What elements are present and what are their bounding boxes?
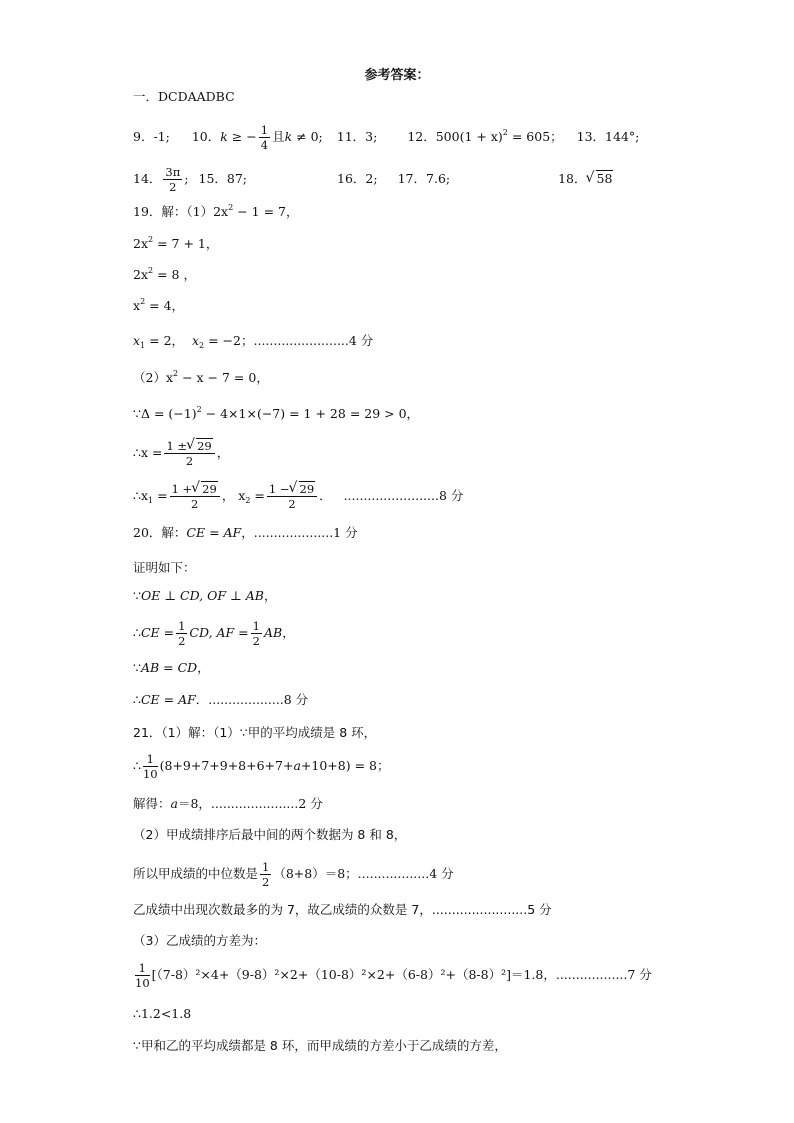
fraction-1-2 [260,861,271,888]
frac-num: 1 [143,753,158,767]
fraction-root29 [164,440,214,467]
frac-den: 2 [252,634,260,649]
sup: 2 [173,369,179,378]
q19-line-6 [133,369,269,385]
answer-12-paren: (1 + x) [459,129,503,145]
frac-num: 1 [260,123,269,137]
answer-12-tail: = 605； [507,129,563,145]
answer-11: 11．3; [336,129,378,145]
score-dots: ，....................1 分 [241,525,358,540]
text: = 7 + 1， [153,236,219,251]
answer-10-label: 10． [191,129,221,145]
frac-den: 2 [169,180,177,195]
text: 2x [133,236,149,251]
sqrt-29 [187,440,213,452]
answer-10-ne: ≠ 0; [292,129,323,145]
text: ． [319,488,332,504]
page-title: 参考答案： [364,68,430,83]
q20-line-3 [133,590,276,603]
q21-line-10: ∵甲和乙的平均成绩都是 8 环，而甲成绩的方差小于乙成绩的方差， [133,1038,507,1053]
answer-12-label: 12．500 [407,129,460,145]
q21-line-4: （2）甲成绩排序后最中间的两个数据为 8 和 8， [133,827,407,842]
sup: 2 [148,266,154,275]
text: = −2； [204,333,254,348]
q19-line-1 [133,203,299,219]
fraction-1-2 [176,620,187,647]
fraction-1-10 [135,962,150,989]
text: 2x [133,267,149,282]
text: = [250,488,265,504]
fraction-1-10 [143,753,158,780]
q19-line-7 [133,405,420,421]
text: ， [263,588,277,603]
q20-line-6 [133,694,308,707]
text: ∵Δ = (−1) [133,406,197,421]
q20-line-5 [133,662,210,675]
frac-den: 2 [262,875,270,890]
text: ∴ [133,692,141,707]
answers-row-14-18 [133,166,613,193]
frac-num: 1 [252,619,260,633]
q19-line-2 [133,235,219,251]
text: ∵ [133,660,141,675]
sub: 2 [245,496,251,506]
q20-line-4 [133,620,295,647]
text: [（7-8）²×4+（9-8）²×2+（10-8）²×2+（6-8）²+（8-8）²]＝1.8，..................7 分 [151,967,652,983]
text: 解得： [133,796,171,811]
var-k: k [284,129,293,145]
math: CE = AF [140,692,196,707]
score-dots: （8+8）＝8；..................4 分 [273,866,454,882]
frac-den: 10 [142,767,158,782]
var-k: k [220,129,228,145]
sup: 2 [148,235,154,244]
frac-den: 2 [178,634,186,649]
math: OE ⊥ CD, OF ⊥ AB [140,588,264,603]
fraction-3pi-2 [163,166,182,193]
score-dots: ........................8 分 [343,488,464,504]
frac-num [164,440,214,454]
text: − 4×1×(−7) = 1 + 28 = 29 > 0， [201,406,420,421]
frac-num: 3π [165,165,181,179]
q20-line-2: 证明如下： [133,560,196,575]
q21-line-7: （3）乙成绩的方差为： [133,933,266,948]
text: ∴x = [133,445,163,461]
text: 20．解： [133,525,187,540]
section-one-answers: 一．DCDAADBC [133,89,235,104]
text: ∴ [133,625,141,641]
q20-line-1 [133,527,358,540]
frac-num: 1 [135,962,150,976]
answer-13: 13．144°; [576,129,640,145]
frac-num: 1 [262,860,270,874]
text: = [153,488,168,504]
text: − x − 7 = 0， [178,370,269,385]
answer-15: 15．87; [198,171,248,187]
q19-line-5 [133,335,373,348]
sub: 2 [199,341,205,350]
sub: 1 [140,341,146,350]
math: AB = CD [140,660,198,675]
sqrt-58 [587,173,614,186]
text: ， [282,625,295,641]
radicand: 29 [299,482,315,496]
math: CE = AF [186,525,242,540]
text: ， x [221,488,246,504]
math: AB [264,625,283,641]
var-a: a [293,758,301,774]
text: (8+9+7+9+8+6+7+ [159,758,294,774]
var-a: a [170,796,178,811]
radicand: 29 [197,439,212,453]
frac-den: 4 [260,138,269,153]
score-dots: ＝8，......................2 分 [177,796,323,811]
answer-12-sup: 2 [502,128,508,138]
text: 19．解：（1）2x [133,204,229,219]
fraction-1-2 [251,620,262,647]
sup: 2 [196,405,202,414]
frac-num: 1 [178,619,186,633]
text: ， [216,445,230,461]
answer-18-label: 18． [558,171,587,187]
text: ∴ [133,758,141,774]
q21-line-1: 21．（1）解：（1）∵甲的平均成绩是 8 环， [133,725,377,740]
text: +10+8) = 8； [300,758,390,774]
radicand: 29 [202,482,217,496]
answer-16: 16．2; [337,171,378,187]
frac-den: 2 [191,497,199,512]
answer-14-tail: ; [184,171,189,187]
score-dots: ........................4 分 [253,333,374,348]
text: = 4， [145,298,185,313]
fraction-x2 [267,483,317,510]
text: ， [197,660,210,675]
var-x: x [133,333,141,348]
q19-line-8 [133,440,229,467]
q21-line-9: ∴1.2<1.8 [133,1006,192,1021]
math: CE = [140,625,175,641]
text: 1 ± [166,439,188,453]
q21-line-2 [133,753,389,780]
frac-den: 2 [288,497,296,512]
answer-9: 9．-1; [133,129,170,145]
q21-line-6: 乙成绩中出现次数最多的为 7，故乙成绩的众数是 7，........................5 分 [133,902,552,917]
frac-den: 10 [135,976,150,991]
text: 1 + [171,482,193,496]
frac-num [267,483,317,497]
text: x [133,298,141,313]
answer-14-label: 14． [133,171,162,187]
var-x: x [191,333,200,348]
text: = 8 ， [153,267,196,282]
answers-row-9-13 [133,124,639,151]
text: （2）x [133,370,174,385]
sup: 2 [228,203,234,212]
sup: 2 [140,297,146,306]
text: 所以甲成绩的中位数是 [133,866,259,882]
q21-line-5 [133,861,454,888]
text: ∵ [133,588,141,603]
score-dots: ．...................8 分 [195,692,309,707]
text: = 2， [145,333,185,348]
math: CD, AF = [189,625,249,641]
answer-10-and: 且 [272,129,285,145]
sub: 1 [148,496,154,506]
sqrt-29 [192,483,218,495]
radicand: 58 [596,171,613,187]
answer-10-ge: ≥ − [227,129,257,145]
sqrt-29 [290,483,316,495]
q19-line-3 [133,266,196,282]
fraction-x1 [170,483,220,510]
answer-17: 17．7.6; [397,171,451,187]
q19-line-9 [133,483,463,510]
frac-den: 2 [185,454,194,469]
q21-line-8 [133,962,652,989]
fraction-1-4 [259,124,270,151]
text: − 1 = 7， [233,204,299,219]
frac-num [170,483,220,497]
q21-line-3 [133,798,323,811]
text: ∴x [133,488,149,504]
text: 1 − [268,482,290,496]
q19-line-4 [133,297,185,313]
